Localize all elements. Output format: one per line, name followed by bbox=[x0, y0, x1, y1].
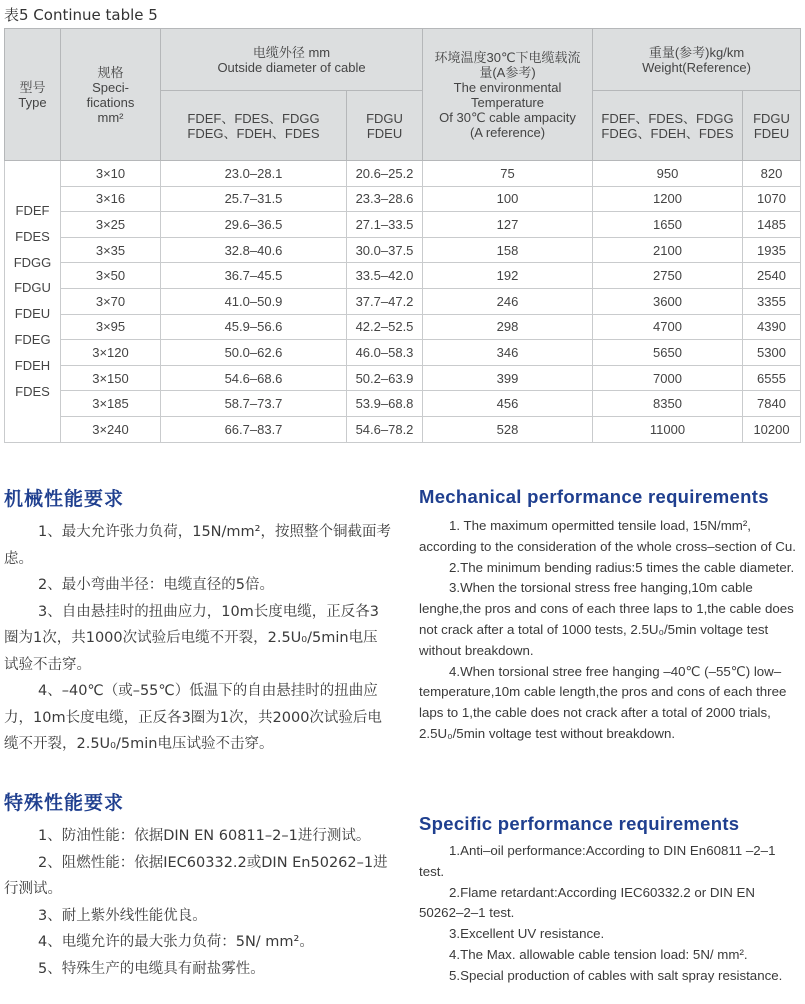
cell-spec: 3×10 bbox=[61, 161, 161, 187]
cell-wt-fdgu: 2540 bbox=[743, 263, 801, 289]
cell-ampacity: 192 bbox=[423, 263, 593, 289]
cell-od-fdef: 36.7–45.5 bbox=[161, 263, 347, 289]
cell-od-fdef: 29.6–36.5 bbox=[161, 212, 347, 238]
cell-wt-fdgu: 820 bbox=[743, 161, 801, 187]
type-list-cell bbox=[5, 161, 61, 443]
cell-od-fdef: 45.9–56.6 bbox=[161, 314, 347, 340]
spec-en-item: 1.Anti–oil performance:According to DIN En60811 –2–1 test. bbox=[419, 843, 776, 879]
cell-ampacity: 346 bbox=[423, 340, 593, 366]
table-row bbox=[5, 288, 801, 314]
cell-wt-fdgu: 4390 bbox=[743, 314, 801, 340]
cell-spec: 3×120 bbox=[61, 340, 161, 366]
cell-od-fdgu: 37.7–47.2 bbox=[347, 288, 423, 314]
table-row bbox=[5, 365, 801, 391]
header-type: 型号 Type bbox=[5, 29, 61, 161]
mech-en-section bbox=[419, 486, 801, 745]
cell-spec: 3×35 bbox=[61, 237, 161, 263]
cell-ampacity: 528 bbox=[423, 416, 593, 442]
table-row bbox=[5, 263, 801, 289]
spec-en-title: Specific performance requirements bbox=[419, 813, 740, 834]
cell-spec: 3×16 bbox=[61, 186, 161, 212]
cell-wt-fdgu: 1070 bbox=[743, 186, 801, 212]
table-row bbox=[5, 391, 801, 417]
mech-en-item: 4.When torsional stree free hanging –40℃ (–55℃) low–temperature,10m cable length,the pros and cons of each three laps to 1,the cable does not crack after a total of 2000 trials, 2.5U₀/5min voltage test without breakdown. bbox=[419, 663, 787, 741]
header-wt-fdgu: FDGU FDEU bbox=[743, 91, 801, 161]
type-label: FDGU bbox=[14, 280, 51, 296]
cell-wt-fdgu: 10200 bbox=[743, 416, 801, 442]
spec-en-item: 5.Special production of cables with salt spray resistance. bbox=[449, 967, 783, 983]
cell-wt-fdef: 7000 bbox=[593, 365, 743, 391]
mech-cn-item: 1、最大允许张力负荷，15N/mm²，按照整个铜截面考虑。 bbox=[4, 524, 391, 567]
cell-ampacity: 298 bbox=[423, 314, 593, 340]
header-wt-fdef: FDEF、FDES、FDGG FDEG、FDEH、FDES bbox=[593, 91, 743, 161]
cell-ampacity: 100 bbox=[423, 186, 593, 212]
cell-wt-fdgu: 3355 bbox=[743, 288, 801, 314]
cell-ampacity: 399 bbox=[423, 365, 593, 391]
cell-ampacity: 75 bbox=[423, 161, 593, 187]
cell-od-fdef: 23.0–28.1 bbox=[161, 161, 347, 187]
cable-spec-table bbox=[4, 28, 801, 443]
cell-od-fdgu: 20.6–25.2 bbox=[347, 161, 423, 187]
mech-en-title: Mechanical performance requirements bbox=[419, 486, 769, 507]
spec-en-section bbox=[419, 813, 801, 987]
cell-wt-fdgu: 7840 bbox=[743, 391, 801, 417]
mech-cn-title: 机械性能要求 bbox=[4, 488, 125, 510]
cell-wt-fdef: 4700 bbox=[593, 314, 743, 340]
header-spec: 规格 Speci- fications mm² bbox=[61, 29, 161, 161]
cell-spec: 3×150 bbox=[61, 365, 161, 391]
cell-od-fdgu: 50.2–63.9 bbox=[347, 365, 423, 391]
table-row bbox=[5, 416, 801, 442]
spec-cn-section bbox=[4, 788, 392, 982]
header-weight: 重量(参考)kg/km Weight(Reference) bbox=[593, 29, 801, 91]
type-label: FDGG bbox=[13, 254, 52, 270]
mech-en-item: 2.The minimum bending radius:5 times the cable diameter. bbox=[449, 559, 795, 575]
table-row bbox=[5, 186, 801, 212]
spec-en-item: 2.Flame retardant:According IEC60332.2 or DIN EN 50262–2–1 test. bbox=[419, 884, 755, 921]
mech-en-item: 1. The maximum opermitted tensile load, 15N/mm², according to the consideration of the whole cross–section of Cu. bbox=[419, 518, 796, 554]
table-caption: 表5 Continue table 5 bbox=[4, 6, 158, 24]
table-body bbox=[5, 161, 801, 443]
cell-od-fdef: 50.0–62.6 bbox=[161, 340, 347, 366]
cell-od-fdef: 66.7–83.7 bbox=[161, 416, 347, 442]
type-label: FDES bbox=[15, 383, 50, 399]
mech-cn-item: 2、最小弯曲半径：电缆直径的5倍。 bbox=[38, 577, 274, 593]
spec-cn-title: 特殊性能要求 bbox=[4, 792, 125, 814]
cell-wt-fdef: 950 bbox=[593, 161, 743, 187]
type-label: FDEH bbox=[14, 357, 51, 373]
cell-od-fdgu: 33.5–42.0 bbox=[347, 263, 423, 289]
cell-spec: 3×95 bbox=[61, 314, 161, 340]
cell-wt-fdgu: 1935 bbox=[743, 237, 801, 263]
cell-spec: 3×50 bbox=[61, 263, 161, 289]
cell-wt-fdef: 1200 bbox=[593, 186, 743, 212]
table-row bbox=[5, 212, 801, 238]
cell-od-fdgu: 23.3–28.6 bbox=[347, 186, 423, 212]
type-label: FDEF bbox=[15, 203, 50, 219]
cell-wt-fdgu: 1485 bbox=[743, 212, 801, 238]
cell-od-fdef: 58.7–73.7 bbox=[161, 391, 347, 417]
cell-wt-fdef: 11000 bbox=[593, 416, 743, 442]
spec-cn-item: 2、阻燃性能：依据IEC60332.2或DIN En50262–1进行测试。 bbox=[4, 854, 388, 897]
cell-od-fdgu: 46.0–58.3 bbox=[347, 340, 423, 366]
cell-ampacity: 456 bbox=[423, 391, 593, 417]
cell-od-fdef: 25.7–31.5 bbox=[161, 186, 347, 212]
table-row bbox=[5, 340, 801, 366]
spec-en-item: 4.The Max. allowable cable tension load: 5N/ mm². bbox=[449, 946, 748, 962]
header-outside-diameter: 电缆外径 mm Outside diameter of cable bbox=[161, 29, 423, 91]
cell-spec: 3×240 bbox=[61, 416, 161, 442]
cell-wt-fdgu: 5300 bbox=[743, 340, 801, 366]
header-od-fdef: FDEF、FDES、FDGG FDEG、FDEH、FDES bbox=[161, 91, 347, 161]
table-row bbox=[5, 237, 801, 263]
cell-wt-fdef: 2750 bbox=[593, 263, 743, 289]
cell-od-fdef: 32.8–40.6 bbox=[161, 237, 347, 263]
spec-en-item: 3.Excellent UV resistance. bbox=[449, 926, 605, 942]
spec-cn-item: 5、特殊生产的电缆具有耐盐雾性。 bbox=[38, 960, 265, 977]
cell-od-fdgu: 42.2–52.5 bbox=[347, 314, 423, 340]
cell-wt-fdef: 2100 bbox=[593, 237, 743, 263]
type-label: FDEG bbox=[14, 332, 51, 348]
table-row bbox=[5, 161, 801, 187]
cell-ampacity: 246 bbox=[423, 288, 593, 314]
mech-en-item: 3.When the torsional stress free hanging,10m cable lenghe,the pros and cons of each three laps to 1,the cable does not crack after a total of 1000 tests, 2.5U₀/5min voltage test without breakdown. bbox=[419, 580, 794, 658]
cell-wt-fdef: 8350 bbox=[593, 391, 743, 417]
cell-spec: 3×70 bbox=[61, 288, 161, 314]
cell-od-fdef: 54.6–68.6 bbox=[161, 365, 347, 391]
cell-wt-fdgu: 6555 bbox=[743, 365, 801, 391]
mech-cn-section bbox=[4, 484, 392, 758]
spec-cn-item: 4、电缆允许的最大张力负荷：5N/ mm²。 bbox=[38, 934, 314, 950]
spec-cn-item: 3、耐上紫外线性能优良。 bbox=[38, 907, 207, 924]
cell-od-fdgu: 53.9–68.8 bbox=[347, 391, 423, 417]
cell-od-fdef: 41.0–50.9 bbox=[161, 288, 347, 314]
type-label: FDES bbox=[15, 228, 50, 244]
cell-ampacity: 158 bbox=[423, 237, 593, 263]
type-label: FDEU bbox=[14, 306, 51, 322]
spec-cn-item: 1、防油性能：依据DIN EN 60811–2–1进行测试。 bbox=[38, 828, 371, 844]
cell-spec: 3×185 bbox=[61, 391, 161, 417]
cell-od-fdgu: 30.0–37.5 bbox=[347, 237, 423, 263]
mech-cn-item: 4、–40℃（或–55℃）低温下的自由悬挂时的扭曲应力，10m长度电缆，正反各3圈为1次，共2000次试验后电缆不开裂，2.5U₀/5min电压试验不击穿。 bbox=[4, 683, 382, 752]
cell-wt-fdef: 5650 bbox=[593, 340, 743, 366]
table-row bbox=[5, 314, 801, 340]
cell-wt-fdef: 1650 bbox=[593, 212, 743, 238]
cell-od-fdgu: 27.1–33.5 bbox=[347, 212, 423, 238]
mech-cn-item: 3、自由悬挂时的扭曲应力，10m长度电缆，正反各3圈为1次，共1000次试验后电缆不开裂，2.5U₀/5min电压试验不击穿。 bbox=[4, 603, 380, 673]
cell-od-fdgu: 54.6–78.2 bbox=[347, 416, 423, 442]
cell-ampacity: 127 bbox=[423, 212, 593, 238]
header-od-fdgu: FDGU FDEU bbox=[347, 91, 423, 161]
cell-wt-fdef: 3600 bbox=[593, 288, 743, 314]
cell-spec: 3×25 bbox=[61, 212, 161, 238]
header-ampacity: 环境温度30℃下电缆载流 量(A参考) The environmental Temperature Of 30℃ cable ampacity (A reference) bbox=[423, 29, 593, 161]
